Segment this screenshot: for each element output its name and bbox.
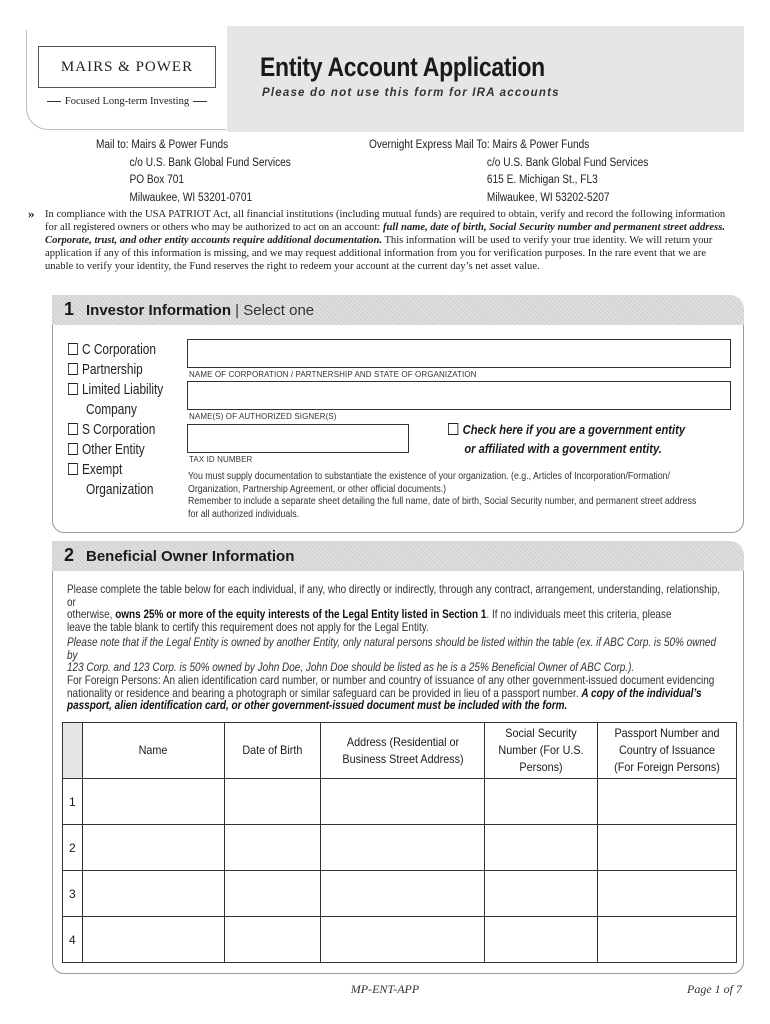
table-row: 4 <box>63 917 737 963</box>
address-cell[interactable] <box>321 871 485 917</box>
page-number: Page 1 of 7 <box>687 982 742 996</box>
logo-tagline: Focused Long-term Investing <box>38 96 216 107</box>
name-cell[interactable] <box>83 917 225 963</box>
passport-cell[interactable] <box>598 917 737 963</box>
ssn-cell[interactable] <box>485 917 598 963</box>
checkbox[interactable] <box>68 423 78 435</box>
col-passport: Passport Number and Country of Issuance (For Foreign Persons) <box>598 723 737 779</box>
logo-name: MAIRS & POWER <box>60 58 194 75</box>
overnight-address: Overnight Express Mail To: Mairs & Power Funds c/o U.S. Bank Global Fund Services 615 E. Michigan St., FL3 Milwaukee, WI 53202-5207 <box>369 139 649 204</box>
patriot-act-notice: In compliance with the USA PATRIOT Act, all financial institutions (including mutual funds) are required to obtain, verify and record the following information for all registered owners or others who may be authorized to act on an account: full name, date of birth, Social Security number and permanent street address. Corporate, trust, and other entity accounts require additional documentation. This information will be used to verify your true identity. We will return your application if any of this information is missing, and we may request additional information from you for verification purposes. In the rare event that we are unable to verify your identity, the Fund reserves the right to redeem your account at the current day’s net asset value. <box>45 209 726 272</box>
checkbox[interactable] <box>448 423 458 435</box>
mail-address: Mail to: Mairs & Power Funds c/o U.S. Bank Global Fund Services PO Box 701 Milwaukee, WI 53201-0701 <box>96 139 291 204</box>
checkbox[interactable] <box>68 383 78 395</box>
beneficial-owner-table <box>62 722 737 963</box>
col-date-of-birth: Date of Birth <box>225 723 321 779</box>
checkbox[interactable] <box>68 463 78 475</box>
option-c-corporation[interactable]: C Corporation <box>68 340 163 360</box>
government-entity-checkbox[interactable]: Check here if you are a government entity or affiliated with a government entity. <box>448 420 685 458</box>
authorized-signers-label: NAME(S) OF AUTHORIZED SIGNER(S) <box>189 412 337 421</box>
ssn-cell[interactable] <box>485 871 598 917</box>
option-exempt-organization[interactable]: Exempt <box>68 460 163 480</box>
name-cell[interactable] <box>83 871 225 917</box>
logo <box>38 46 216 88</box>
table-row: 3 <box>63 871 737 917</box>
option-s-corporation[interactable]: S Corporation <box>68 420 163 440</box>
legal-entity-note: Please note that if the Legal Entity is owned by another Entity, only natural persons should be listed within the table (ex. if ABC Corp. is 50% owned by 123 Corp. and 123 Corp. is 50% owned by John Doe, John Doe should be listed as he is a 25% Beneficial Owner of ABC Corp.). <box>67 636 717 674</box>
passport-cell[interactable] <box>598 871 737 917</box>
authorized-signers-field[interactable] <box>187 381 731 410</box>
entity-name-label: NAME OF CORPORATION / PARTNERSHIP AND STATE OF ORGANIZATION <box>189 370 477 379</box>
option-other-entity[interactable]: Other Entity <box>68 440 163 460</box>
dob-cell[interactable] <box>225 871 321 917</box>
table-header-row <box>63 723 737 779</box>
dob-cell[interactable] <box>225 779 321 825</box>
table-row: 2 <box>63 825 737 871</box>
option-llc[interactable]: Limited Liability <box>68 380 163 400</box>
name-cell[interactable] <box>83 779 225 825</box>
section-2-header: 2 Beneficial Owner Information <box>52 541 744 571</box>
page-subtitle: Please do not use this form for IRA accounts <box>262 87 560 99</box>
col-address: Address (Residential or Business Street Address) <box>321 723 485 779</box>
ssn-cell[interactable] <box>485 825 598 871</box>
tax-id-field[interactable] <box>187 424 409 453</box>
passport-cell[interactable] <box>598 779 737 825</box>
foreign-persons-note: For Foreign Persons: An alien identification card number, or number and country of issuance of any other government-issued document evidencing nationality or residence and bearing a photograph or similar safeguard can be provided in lieu of a passport number. A copy of the individual’s passport, alien identification card, or other government-issued document must be included with the form. <box>67 674 715 712</box>
chevron-icon: » <box>28 206 35 221</box>
documentation-note: You must supply documentation to substantiate the existence of your organization. (e.g., Articles of Incorporation/Formation/ Organization, Partnership Agreement, or other official documents.) Remember to include a separate sheet detailing the full name, date of birth, Social Security number, and permanent street address for all authorized individuals. <box>188 471 697 520</box>
section-1-header: 1 Investor Information | Select one <box>52 295 744 325</box>
page-title: Entity Account Application <box>260 52 545 82</box>
entity-type-options: C Corporation Partnership Limited Liability Company S Corporation Other Entity Exempt Organization <box>68 340 163 500</box>
tax-id-label: TAX ID NUMBER <box>189 455 253 464</box>
dob-cell[interactable] <box>225 825 321 871</box>
ssn-cell[interactable] <box>485 779 598 825</box>
entity-name-field[interactable] <box>187 339 731 368</box>
address-cell[interactable] <box>321 779 485 825</box>
address-cell[interactable] <box>321 917 485 963</box>
col-name: Name <box>83 723 225 779</box>
option-partnership[interactable]: Partnership <box>68 360 163 380</box>
dob-cell[interactable] <box>225 917 321 963</box>
table-row: 1 <box>63 779 737 825</box>
checkbox[interactable] <box>68 363 78 375</box>
name-cell[interactable] <box>83 825 225 871</box>
form-code: MP-ENT-APP <box>350 982 420 996</box>
checkbox[interactable] <box>68 343 78 355</box>
passport-cell[interactable] <box>598 825 737 871</box>
beneficial-owner-instructions: Please complete the table below for each individual, if any, who directly or indirectly, through any contract, arrangement, understanding, relationship, or otherwise, owns 25% or more of the equity interests of the Legal Entity listed in Section 1. If no individuals meet this criteria, please leave the table blank to certify this requirement does not apply for the Legal Entity. <box>67 583 721 634</box>
address-cell[interactable] <box>321 825 485 871</box>
checkbox[interactable] <box>68 443 78 455</box>
col-ssn: Social Security Number (For U.S. Persons) <box>485 723 598 779</box>
